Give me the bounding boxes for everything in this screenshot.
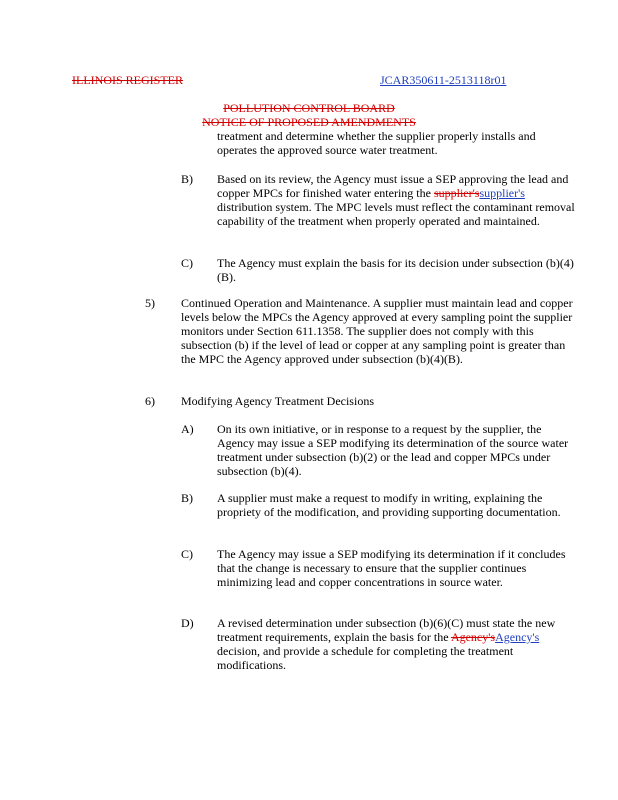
notice-title: NOTICE OF PROPOSED AMENDMENTS	[202, 115, 416, 129]
subsection-5b: Based on its review, the Agency must issue a SEP approving the lead and copper MPCs for finished water entering the supplier'ssupplier's distribution system. The MPC levels must reflect the contaminant removal capability of the treatment when properly operated and maintained.	[217, 172, 575, 228]
subsection-label: B)	[181, 172, 193, 186]
agency-title: POLLUTION CONTROL BOARD	[223, 101, 395, 115]
subsection-6a: On its own initiative, or in response to a request by the supplier, the Agency may issue a SEP modifying its determination of the source water treatment under subsection (b)(2) or the lead and copper MPCs under subsection (b)(4).	[217, 422, 569, 478]
subsection-label: A)	[181, 422, 194, 436]
register-title: ILLINOIS REGISTER	[72, 73, 183, 87]
section-5: Continued Operation and Maintenance. A supplier must maintain lead and copper levels below the MPCs the Agency approved at every sampling point the supplier monitors under Section 611.1358. The supplier does not comply with this subsection (b) if the level of lead or copper at any sampling point is greater than the MPC the Agency approved under subsection (b)(4)(B).	[181, 296, 573, 366]
subsection-label: C)	[181, 547, 193, 561]
subsection-label: D)	[181, 616, 194, 630]
section-6-title: Modifying Agency Treatment Decisions	[181, 394, 374, 408]
subsection-label: B)	[181, 491, 193, 505]
subsection-label: C)	[181, 256, 193, 270]
section-label: 6)	[145, 394, 155, 408]
subsection-6c: The Agency may issue a SEP modifying its determination if it concludes that the change is necessary to ensure that the supplier continues minimizing lead and copper concentrations in source water.	[217, 547, 566, 589]
subsection-6d: A revised determination under subsection (b)(6)(C) must state the new treatment requirements, explain the basis for the Agency'sAgency's decision, and provide a schedule for completing the treatment modifications.	[217, 616, 556, 672]
subsection-6b: A supplier must make a request to modify in writing, explaining the propriety of the modification, and providing supporting documentation.	[217, 491, 561, 519]
continuation-text: treatment and determine whether the supplier properly installs and operates the approved source water treatment.	[217, 129, 536, 157]
subsection-5c: The Agency must explain the basis for its decision under subsection (b)(4)(B).	[217, 256, 574, 284]
document-id: JCAR350611-2513118r01	[380, 73, 507, 87]
section-label: 5)	[145, 296, 155, 310]
